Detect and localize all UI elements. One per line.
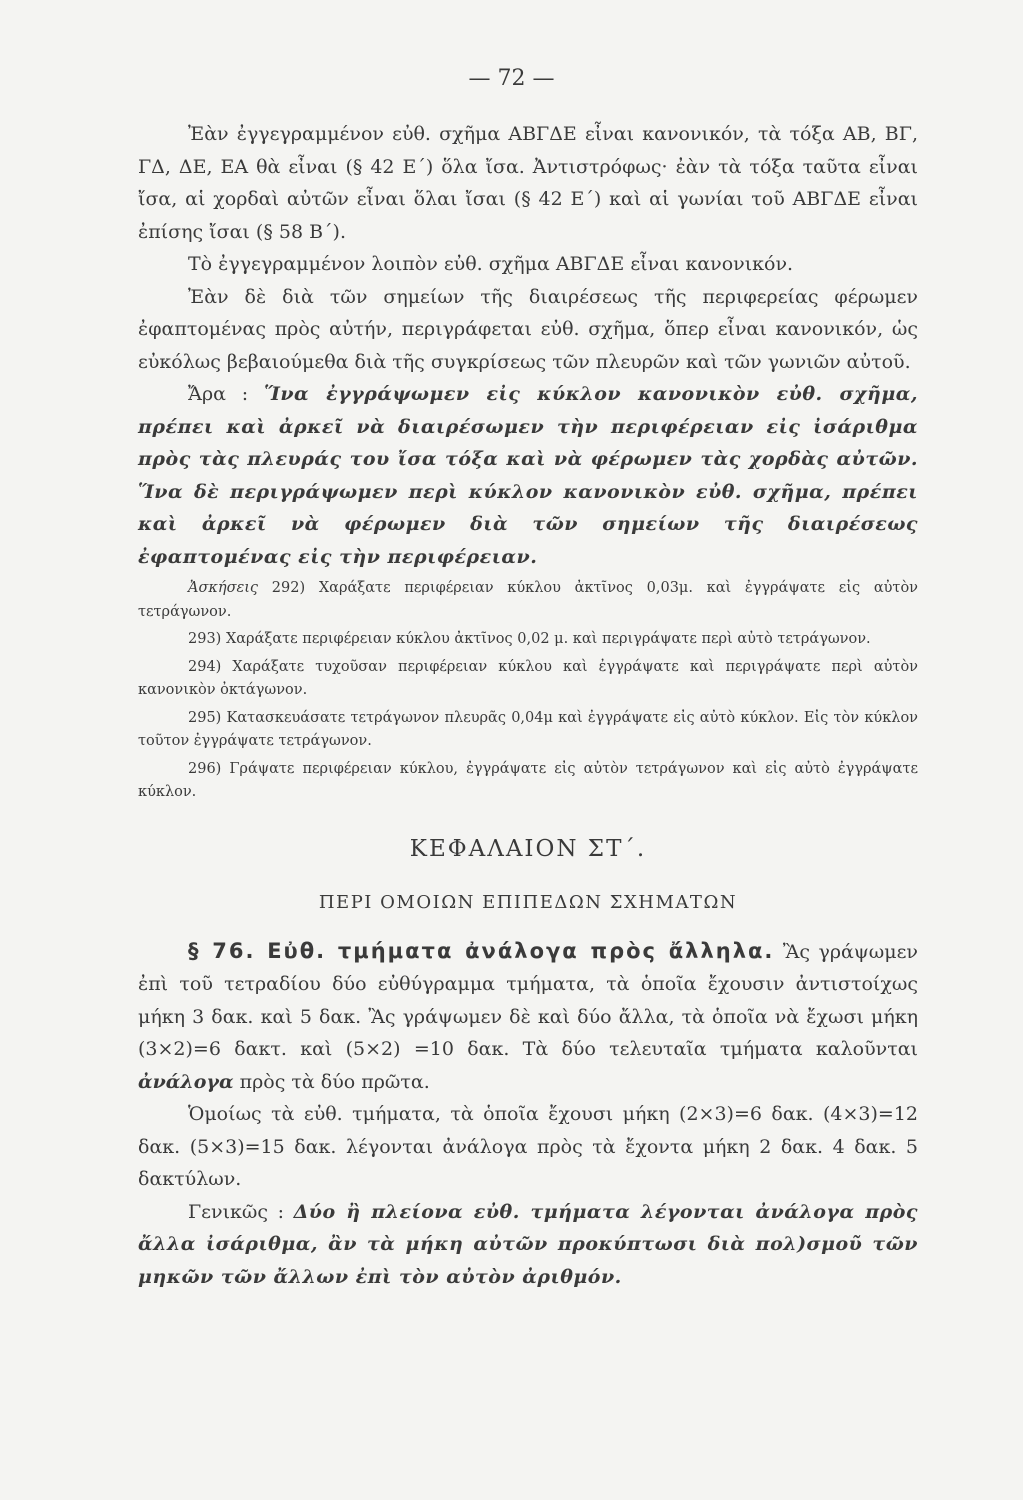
paragraph-rule — [138, 378, 918, 573]
rule-statement: Ἵνα ἐγγράψωμεν εἰς κύκλον κανονικὸν εὐθ. σχῆμα, πρέπει καὶ ἀρκεῖ νὰ διαιρέσωμεν τὴν περιφέρειαν εἰς ἰσάριθμα πρὸς τὰς πλευράς του ἴσα τόξα καὶ νὰ φέρωμεν τὰς χορδὰς αὐτῶν. Ἵνα δὲ περιγράψωμεν περὶ κύκλον κανονικὸν εὐθ. σχῆμα, πρέπει καὶ ἀρκεῖ νὰ φέρωμεν διὰ τῶν σημείων τῆς διαιρέσεως ἐφαπτομένας εἰς τὴν περιφέρειαν. — [138, 383, 919, 568]
definition-lead: Γενικῶς : — [188, 1200, 284, 1223]
section-76-emphasis: ἀνάλογα — [138, 1070, 234, 1093]
exercise-294: 294) Χαράξατε τυχοῦσαν περιφέρειαν κύκλου καὶ ἐγγράψατε καὶ περιγράψατε περὶ αὐτὸν κανονικὸν ὀκτάγωνον. — [138, 658, 918, 698]
section-76-heading: § 76. Εὐθ. τμήματα ἀνάλογα πρὸς ἄλληλα. — [188, 938, 775, 963]
exercises-label: Ἀσκήσεις — [188, 580, 259, 596]
page-body — [138, 118, 918, 1293]
chapter-subtitle: ΠΕΡΙ ΟΜΟΙΩΝ ΕΠΙΠΕΔΩΝ ΣΧΗΜΑΤΩΝ — [318, 891, 738, 913]
exercise-295: 295) Κατασκευάσατε τετράγωνον πλευρᾶς 0,04μ καὶ ἐγγράψατε εἰς αὐτὸ κύκλον. Εἰς τὸν κύκλον τοῦτον ἐγγράψατε τετράγωνον. — [138, 709, 918, 749]
section-76-example: Ὁμοίως τὰ εὐθ. τμήματα, τὰ ὁποῖα ἔχουσι μήκη (2×3)=6 δακ. (4×3)=12 δακ. (5×3)=15 δακ. λέγονται ἀνάλογα πρὸς τὰ ἔχοντα μήκη 2 δακ. 4 δακ. 5 δακτύλων. — [138, 1103, 918, 1190]
section-76-intro — [138, 935, 918, 1099]
exercise-293: 293) Χαράξατε περιφέρειαν κύκλου ἀκτῖνος 0,02 μ. καὶ περιγράψατε περὶ αὐτὸ τετράγωνον. — [188, 631, 871, 647]
paragraph-inscribed-regular: Ἐὰν ἐγγεγραμμένον εὐθ. σχῆμα ΑΒΓΔΕ εἶναι κανονικόν, τὰ τόξα ΑΒ, ΒΓ, ΓΔ, ΔΕ, ΕΑ θὰ εἶναι (§ 42 Ε΄) ὅλα ἴσα. Ἀντιστρόφως· ἐὰν τὰ τόξα ταῦτα εἶναι ἴσα, αἱ χορδαὶ αὐτῶν εἶναι ὅλαι ἴσαι (§ 42 Ε΄) καὶ αἱ γωνίαι τοῦ ΑΒΓΔΕ εἶναι ἐπίσης ἴσαι (§ 58 Β΄). — [138, 123, 918, 243]
section-76-definition — [138, 1196, 918, 1294]
exercise-296: 296) Γράψατε περιφέρειαν κύκλου, ἐγγράψατε εἰς αὐτὸν τετράγωνον καὶ εἰς αὐτὸ ἐγγράψατε κύκλον. — [138, 760, 918, 800]
section-76-text1-end: πρὸς τὰ δύο πρῶτα. — [239, 1070, 430, 1093]
exercise-292 — [138, 577, 918, 624]
rule-lead: Ἄρα : — [188, 383, 249, 405]
paragraph-conclusion: Τὸ ἐγγεγραμμένον λοιπὸν εὐθ. σχῆμα ΑΒΓΔΕ εἶναι κανονικόν. — [188, 253, 794, 275]
chapter-title: ΚΕΦΑΛΑΙΟΝ ΣΤ΄. — [409, 835, 647, 862]
paragraph-circumscribed: Ἐὰν δὲ διὰ τῶν σημείων τῆς διαιρέσεως τῆς περιφερείας φέρωμεν ἐφαπτομένας πρὸς αὐτήν, περιγράφεται εὐθ. σχῆμα, ὅπερ εἶναι κανονικόν, ὡς εὐκόλως βεβαιούμεθα διὰ τῆς συγκρίσεως τῶν πλευρῶν καὶ τῶν γωνιῶν αὐτοῦ. — [138, 285, 918, 373]
section-76-text1: Ἂς γράψωμεν ἐπὶ τοῦ τετραδίου δύο εὐθύγραμμα τμήματα, τὰ ὁποῖα ἔχουσιν ἀντιστοίχως μήκη 3 δακ. καὶ 5 δακ. Ἂς γράψωμεν δὲ καὶ δύο ἄλλα, τὰ ὁποῖα νὰ ἔχωσι μήκη (3×2)=6 δακτ. καὶ (5×2) =10 δακ. Τὰ δύο τελευταῖα τμήματα καλοῦνται — [138, 940, 918, 1060]
exercise-292-text: 292) Χαράξατε περιφέρειαν κύκλου ἀκτῖνος 0,03μ. καὶ ἐγγράψατε εἰς αὐτὸν τετράγωνον. — [138, 580, 918, 620]
definition-statement: Δύο ἢ πλείονα εὐθ. τμήματα λέγονται ἀνάλογα πρὸς ἄλλα ἰσάριθμα, ἂν τὰ μήκη αὐτῶν προκύπτωσι διὰ πολ)σμοῦ τῶν μηκῶν τῶν ἄλλων ἐπὶ τὸν αὐτὸν ἀριθμόν. — [138, 1200, 918, 1288]
page-number: — 72 — — [468, 66, 555, 91]
